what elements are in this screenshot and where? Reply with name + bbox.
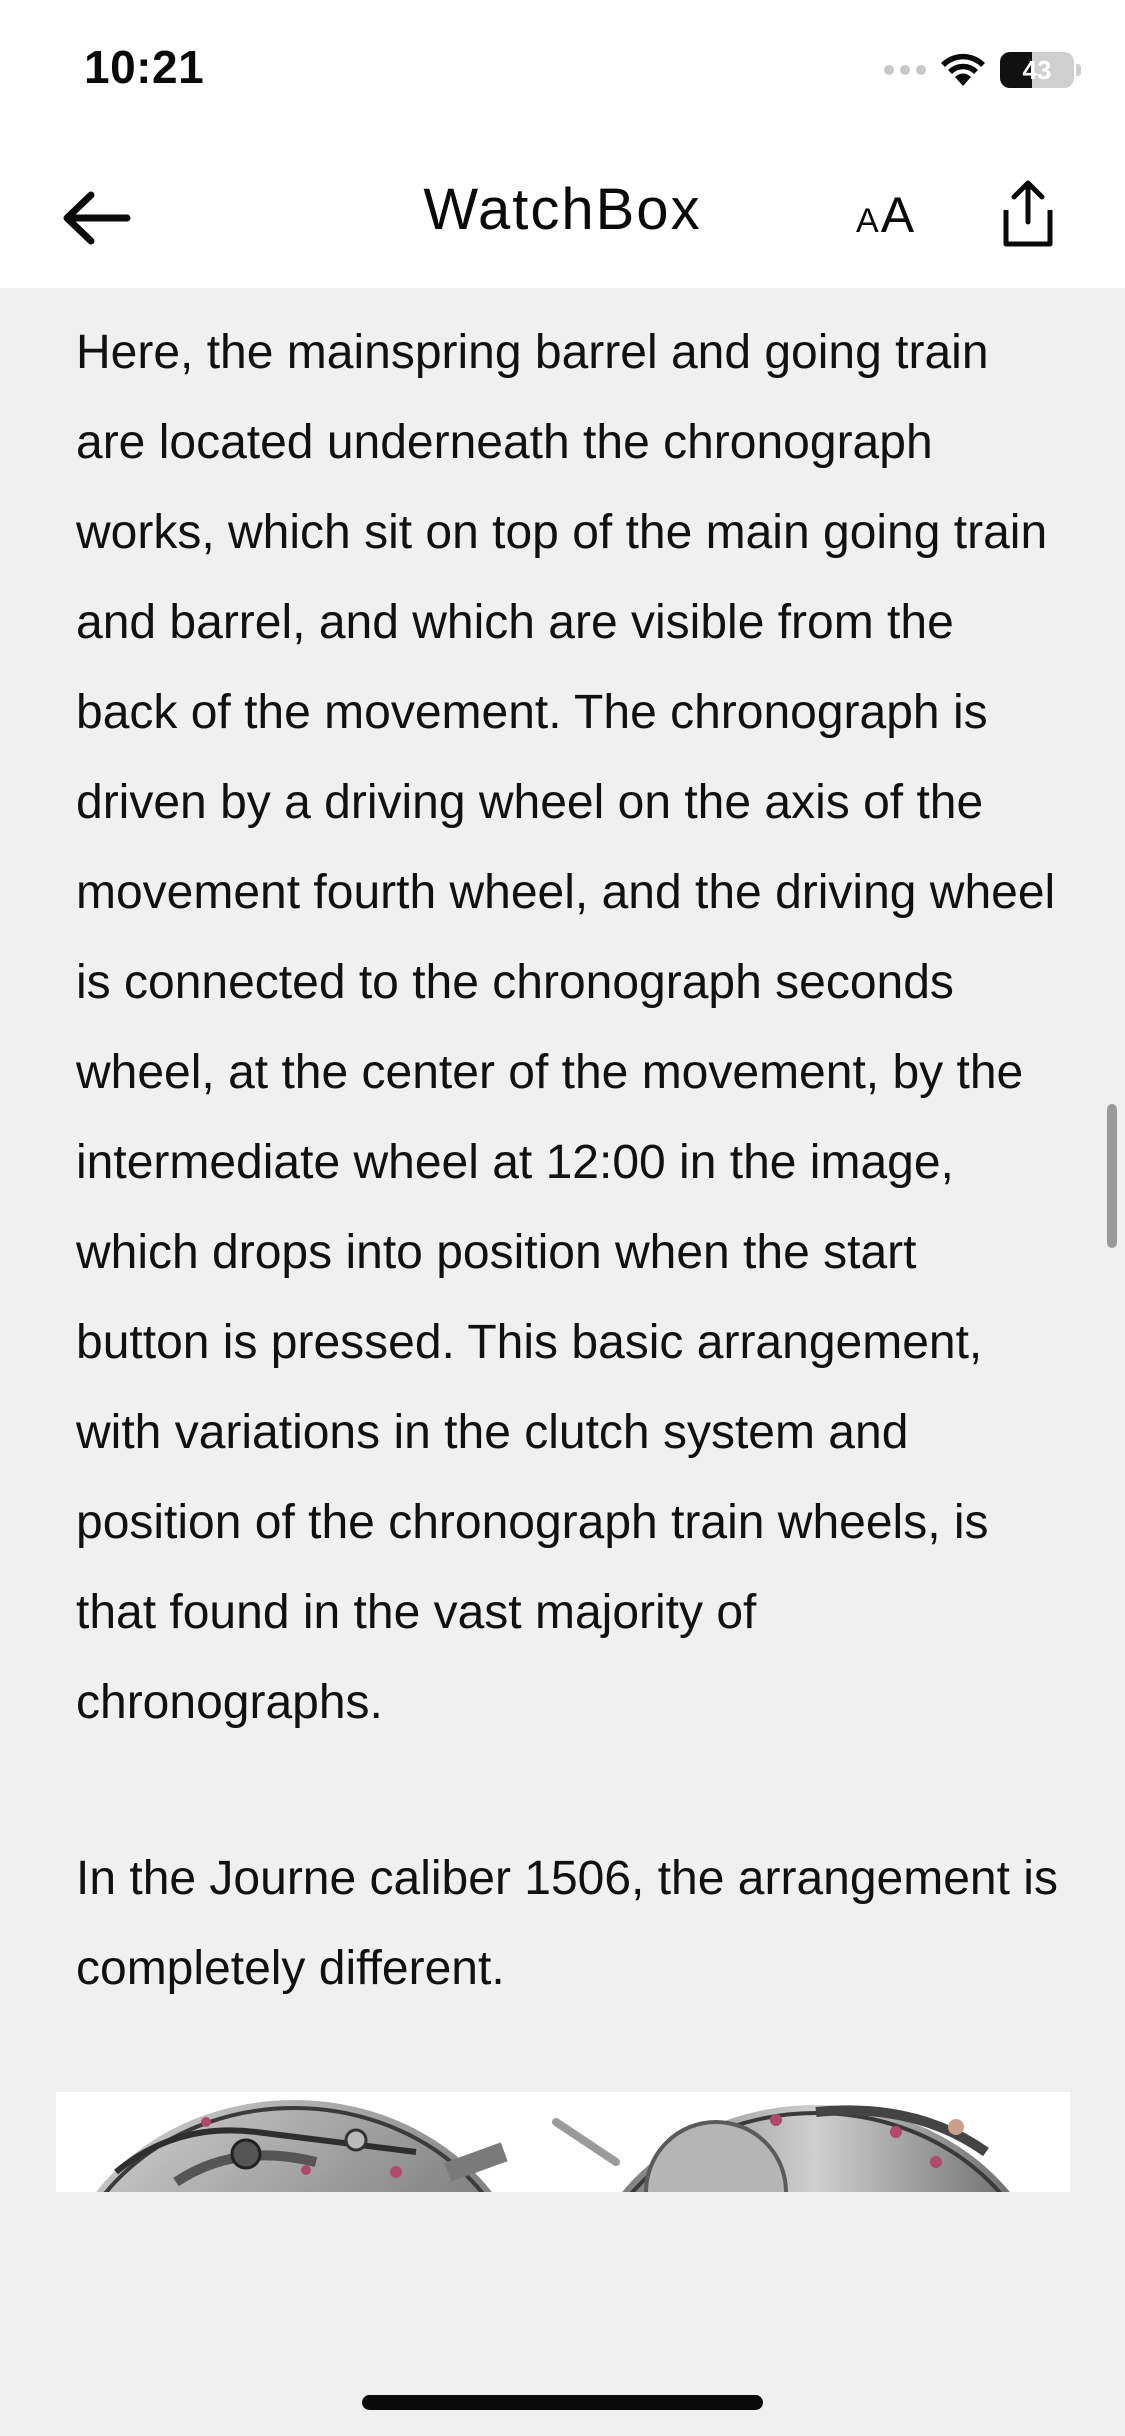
nav-title: WatchBox	[423, 177, 702, 242]
status-bar	[0, 0, 1125, 140]
status-time: 10:21	[84, 41, 205, 93]
article-paragraph: In the Journe caliber 1506, the arrangement is completely different.	[76, 1852, 1058, 1995]
battery-percentage: 43	[1022, 54, 1052, 85]
scroll-indicator[interactable]	[1107, 1104, 1117, 1248]
home-indicator[interactable]	[362, 2395, 763, 2410]
battery-icon	[1000, 52, 1074, 88]
article-image	[56, 2092, 1070, 2192]
wifi-icon	[940, 52, 986, 88]
nav-bar	[0, 140, 1125, 288]
battery-nub	[1076, 64, 1081, 76]
article-body	[76, 308, 1060, 2014]
status-icons	[884, 50, 1081, 90]
article-paragraph: Here, the mainspring barrel and going train are located underneath the chronograph works, which sit on top of the main going train and barrel, and which are visible from the back of the movement. The chronograph is driven by a driving wheel on the axis of the movement fourth wheel, and the driving wheel is connected to the chronograph seconds wheel, at the center of the movement, by the intermediate wheel at 12:00 in the image, which drops into position when the start button is pressed. This basic arrangement, with variations in the clutch system and position of the chronograph train wheels, is that found in the vast majority of chronographs.	[76, 326, 1056, 1729]
font-size-small-glyph: A	[856, 202, 879, 240]
share-button[interactable]	[996, 178, 1060, 250]
share-icon	[996, 178, 1060, 250]
font-size-large-glyph: A	[880, 187, 915, 243]
font-size-button[interactable]	[856, 186, 914, 250]
cellular-signal-icon	[884, 65, 926, 75]
watch-movement-image	[56, 2092, 1070, 2192]
